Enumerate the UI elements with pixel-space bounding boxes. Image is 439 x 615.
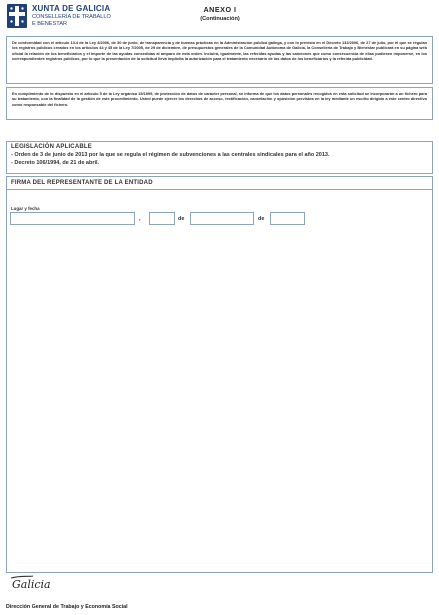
annex-title: ANEXO I [203,5,237,14]
xunta-cross-icon [6,3,28,29]
legislation-title: LEGISLACIÓN APLICABLE [11,144,92,150]
department-line-1: CONSELLERÍA DE TRABALLO [32,14,111,20]
comma-separator: , [139,216,141,222]
year-field[interactable] [270,212,305,225]
place-date-label: Lugar y fecha [11,206,40,211]
org-name: XUNTA DE GALICIA [32,4,111,13]
annex-subtitle: (Continuación) [200,16,240,22]
legislation-section [6,141,433,174]
data-protection-notice [6,87,433,120]
department-line-2: E BENESTAR [32,21,68,27]
directorate-footer: Dirección General de Trabajo y Economía Social [6,604,128,610]
annex-heading [180,5,260,22]
galicia-logo [8,574,68,592]
legislation-item: - Orden de 3 de junio de 2013 por la que se regula el régimen de subvenciones a las centrales sindicales para el año 2013. [11,152,330,158]
de-label-2: de [258,216,265,222]
xunta-logo [6,3,176,31]
galicia-logo-text: Galicia [12,578,51,591]
signature-title: FIRMA DEL REPRESENTANTE DE LA ENTIDAD [11,180,153,186]
de-label-1: de [178,216,185,222]
day-field[interactable] [149,212,175,225]
signature-divider [7,189,432,190]
department-name [32,14,111,28]
legislation-item: - Decreto 106/1994, de 21 de abril. [11,159,100,166]
transparency-text: De conformidad con el artículo 13.4 de la Ley 4/2006, de 30 de junio, de transparencia y de buenas prácticas en la Administración pública gallega, y con lo previsto en el Decreto 132/2006, de 27 de julio, por el que se regulan los registros públicos creados en los artículos 44 y 45 de la Ley 7/2005, de 29 de diciembre, de presupuestos generales de la Comunidad Autónoma de Galicia, la Consellería de Trabajo y Bienestar publicará en su página web oficial la relación de los beneficiarios y el importe de las ayudas concedidas al amparo de esta orden. Incluirá, igualmente, las referidas ayudas y las sanciones que como consecuencia de ellas pudiesen imponerse, en los correspondientes registros públicos, por lo que la presentación de la solicitud lleva implícita la autorización para el tratamiento necesario de los datos de los beneficiarios y la referida publicidad. [12,40,427,61]
data-protection-text: En cumplimiento de lo dispuesto en el artículo 5 de la Ley orgánica 15/1999, de protección de datos de carácter personal, se informa de que los datos personales recogidos en esta solicitud se incorporarán a un fichero para su tratamiento, con la finalidad de la gestión de este procedimiento. Usted puede ejercer los derechos de acceso, rectificación, cancelación y oposición previstos en la ley mediante un escrito dirigido a este centro directivo como responsable del fichero. [12,91,427,107]
place-field[interactable] [10,212,135,225]
signature-section [6,176,433,573]
month-field[interactable] [190,212,254,225]
transparency-notice [6,36,433,84]
